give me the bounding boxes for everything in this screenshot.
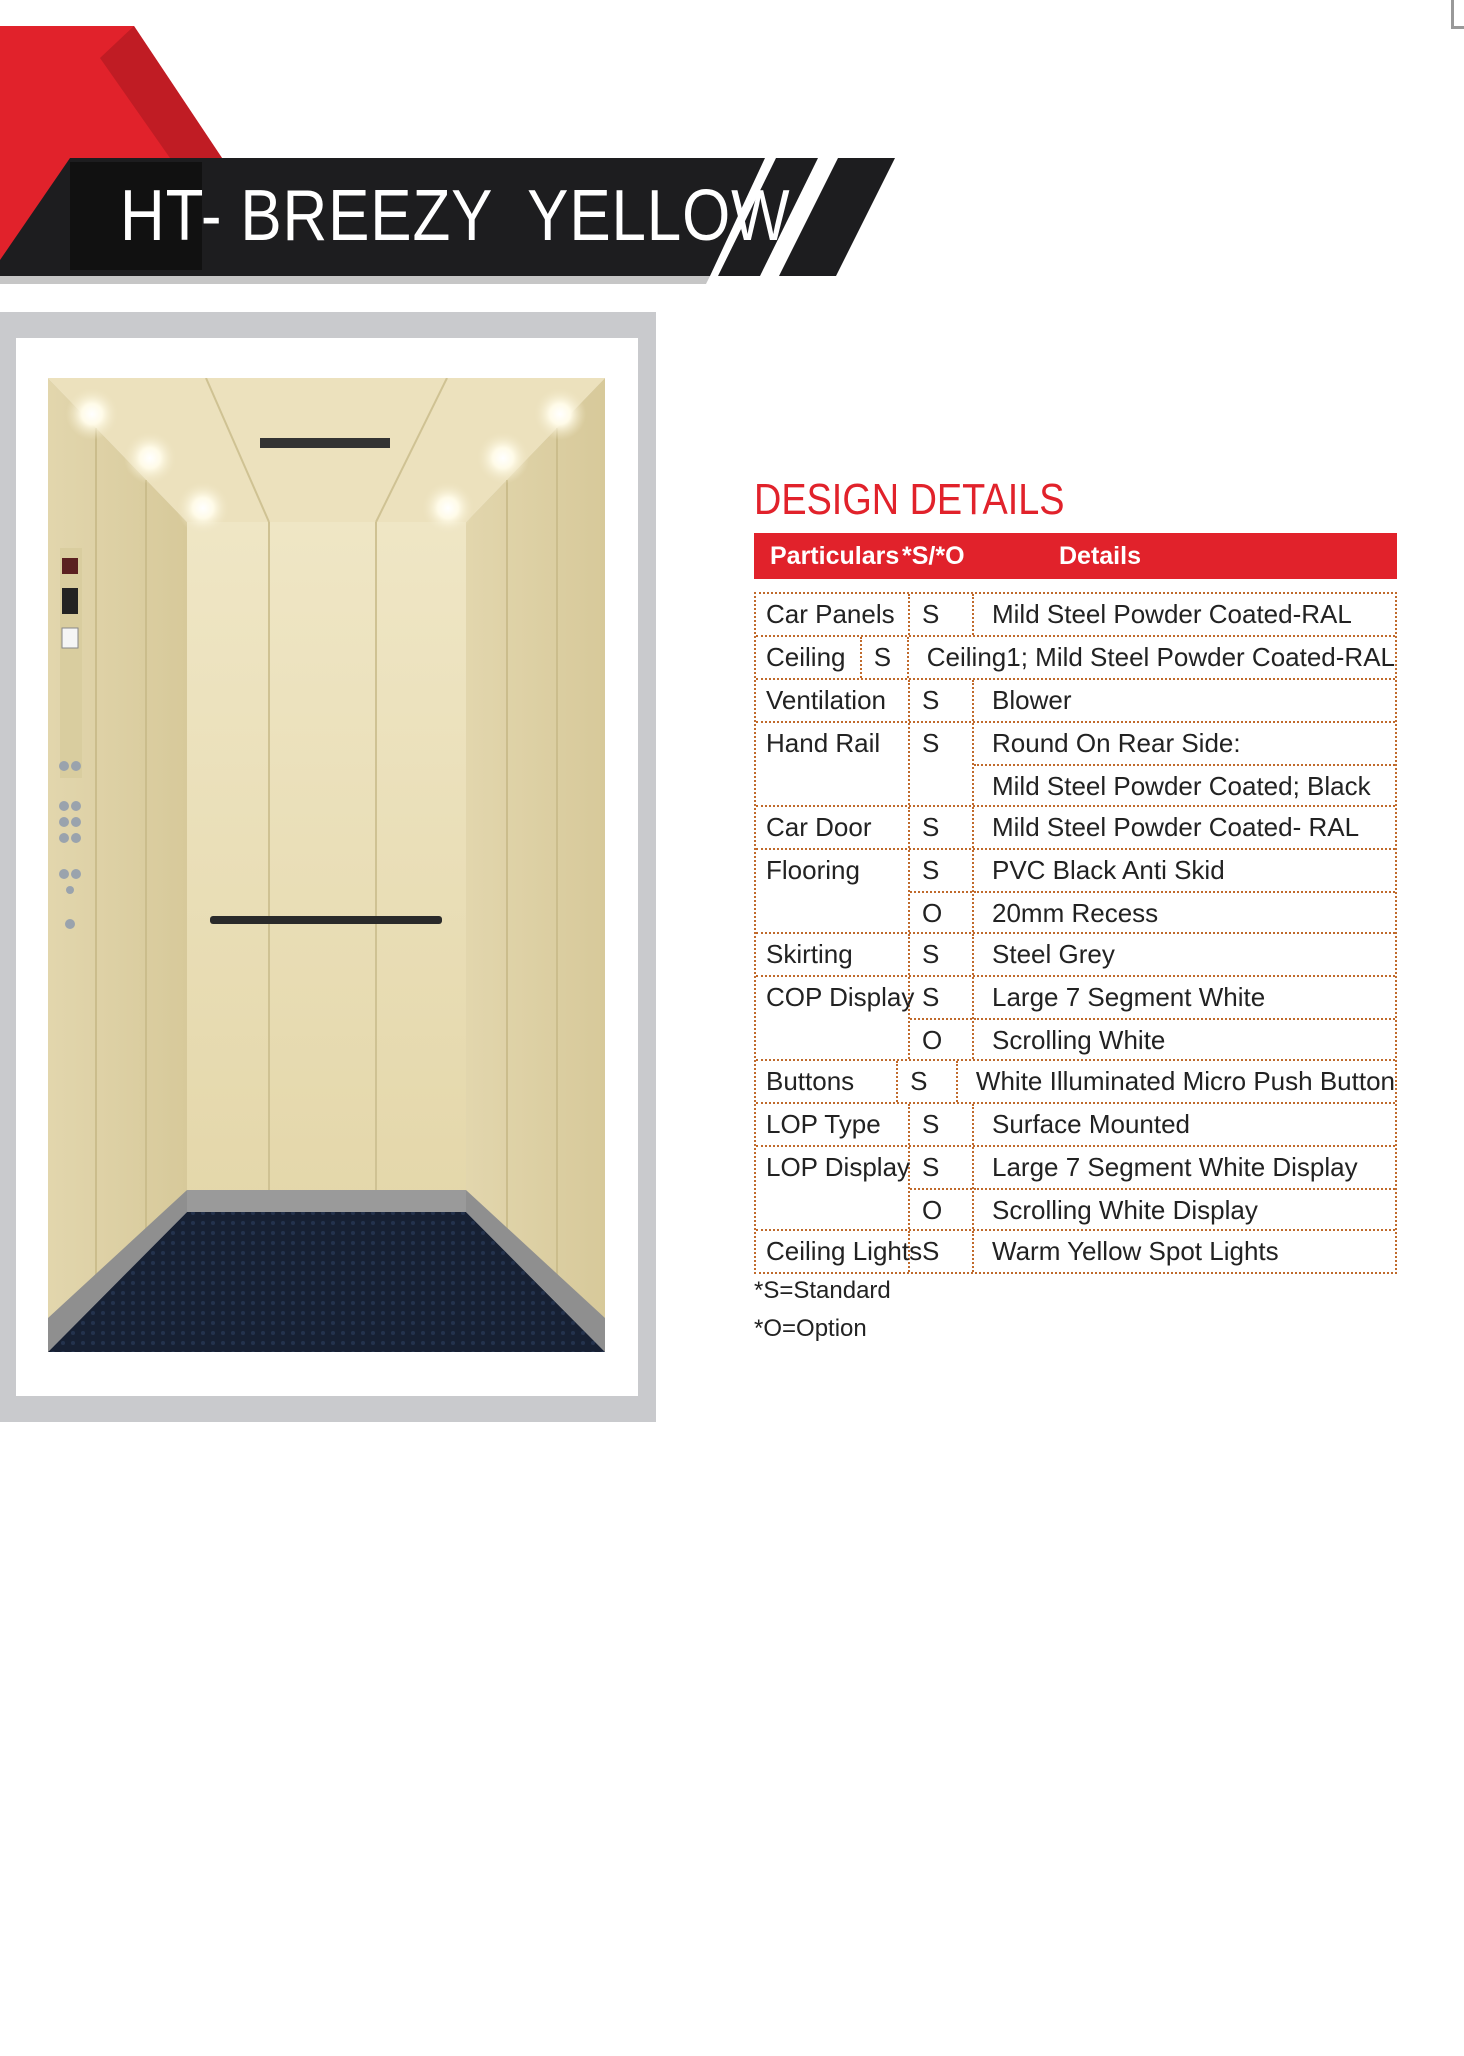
flag-cell <box>910 1147 974 1229</box>
flag-value: S <box>922 855 940 885</box>
table-row <box>756 1104 1395 1147</box>
detail-line-2: Scrolling White Display <box>974 1188 1395 1231</box>
note-standard: *S=Standard <box>754 1277 891 1304</box>
flag-cell <box>910 723 974 805</box>
elevator-cabin-image <box>48 378 605 1352</box>
flag-cell: S <box>910 1231 974 1272</box>
detail-line-2: Scrolling White <box>974 1018 1395 1061</box>
flag-cell: S <box>862 637 909 678</box>
flag-cell <box>910 850 974 932</box>
elevator-photo-frame <box>0 312 656 1422</box>
particular-cell: Buttons <box>756 1061 898 1102</box>
particular-cell: Flooring <box>756 850 910 932</box>
table-row <box>756 977 1395 1061</box>
detail-line-1: PVC Black Anti Skid <box>992 855 1225 885</box>
detail-line-2: 20mm Recess <box>974 891 1395 934</box>
flag-value: S <box>922 728 940 758</box>
design-details-table <box>754 592 1397 1274</box>
header-standard-option: *S/*O <box>902 542 965 570</box>
table-header <box>754 533 1397 579</box>
table-row <box>756 934 1395 977</box>
detail-cell: Warm Yellow Spot Lights <box>992 1236 1279 1266</box>
detail-cell: Mild Steel Powder Coated-RAL <box>992 599 1352 629</box>
particular-cell: Car Door <box>756 807 910 848</box>
detail-cell <box>974 850 1395 932</box>
flag-value: S <box>922 1152 940 1182</box>
detail-line-1: Round On Rear Side: <box>992 728 1241 758</box>
particular-cell: Ventilation <box>756 680 910 721</box>
table-row <box>756 1061 1395 1104</box>
particular-cell: Car Panels <box>756 594 910 635</box>
table-row <box>756 723 1395 807</box>
flag-cell: S <box>910 934 974 975</box>
header-banner <box>0 0 1464 290</box>
detail-cell: Surface Mounted <box>992 1109 1191 1139</box>
detail-cell <box>974 723 1395 805</box>
flag-cell: S <box>910 680 974 721</box>
particular-cell: LOP Type <box>756 1104 910 1145</box>
detail-cell <box>974 1147 1395 1229</box>
detail-cell: White Illuminated Micro Push Button <box>975 1066 1395 1096</box>
detail-line-1: Large 7 Segment White <box>992 982 1266 1012</box>
table-row <box>756 1231 1395 1272</box>
flag-value: S <box>922 982 940 1012</box>
corner-mark <box>1451 0 1464 29</box>
table-row <box>756 807 1395 850</box>
particular-cell: COP Display <box>756 977 910 1059</box>
table-row <box>756 1147 1395 1231</box>
particular-cell: Ceiling Lights <box>756 1231 910 1272</box>
detail-line-1: Large 7 Segment White Display <box>992 1152 1358 1182</box>
detail-cell: Steel Grey <box>992 939 1115 969</box>
flag-cell: S <box>898 1061 958 1102</box>
particular-cell: Hand Rail <box>756 723 910 805</box>
table-row <box>756 637 1395 680</box>
flag-value-2: O <box>910 891 972 934</box>
table-row <box>756 594 1395 637</box>
detail-cell <box>974 977 1395 1059</box>
flag-value-2: O <box>910 1188 972 1231</box>
note-option: *O=Option <box>754 1315 867 1342</box>
flag-cell: S <box>910 594 974 635</box>
particular-cell: LOP Display <box>756 1147 910 1229</box>
table-row <box>756 680 1395 723</box>
flag-cell: S <box>910 1104 974 1145</box>
flag-cell: S <box>910 807 974 848</box>
detail-cell: Blower <box>992 685 1072 715</box>
design-details-title: DESIGN DETAILS <box>754 475 1065 524</box>
legend-notes <box>754 1272 891 1348</box>
flag-cell <box>910 977 974 1059</box>
particular-cell: Ceiling <box>756 637 862 678</box>
particular-cell: Skirting <box>756 934 910 975</box>
flag-value-2: O <box>910 1018 972 1061</box>
header-particulars: Particulars <box>770 542 900 570</box>
page-title: HT- BREEZY YELLOW <box>120 176 791 256</box>
detail-cell: Mild Steel Powder Coated- RAL <box>992 812 1360 842</box>
detail-line-2: Mild Steel Powder Coated; Black <box>974 764 1395 807</box>
table-row <box>756 850 1395 934</box>
detail-cell: Ceiling1; Mild Steel Powder Coated-RAL <box>926 642 1395 672</box>
header-details: Details <box>1059 542 1141 570</box>
